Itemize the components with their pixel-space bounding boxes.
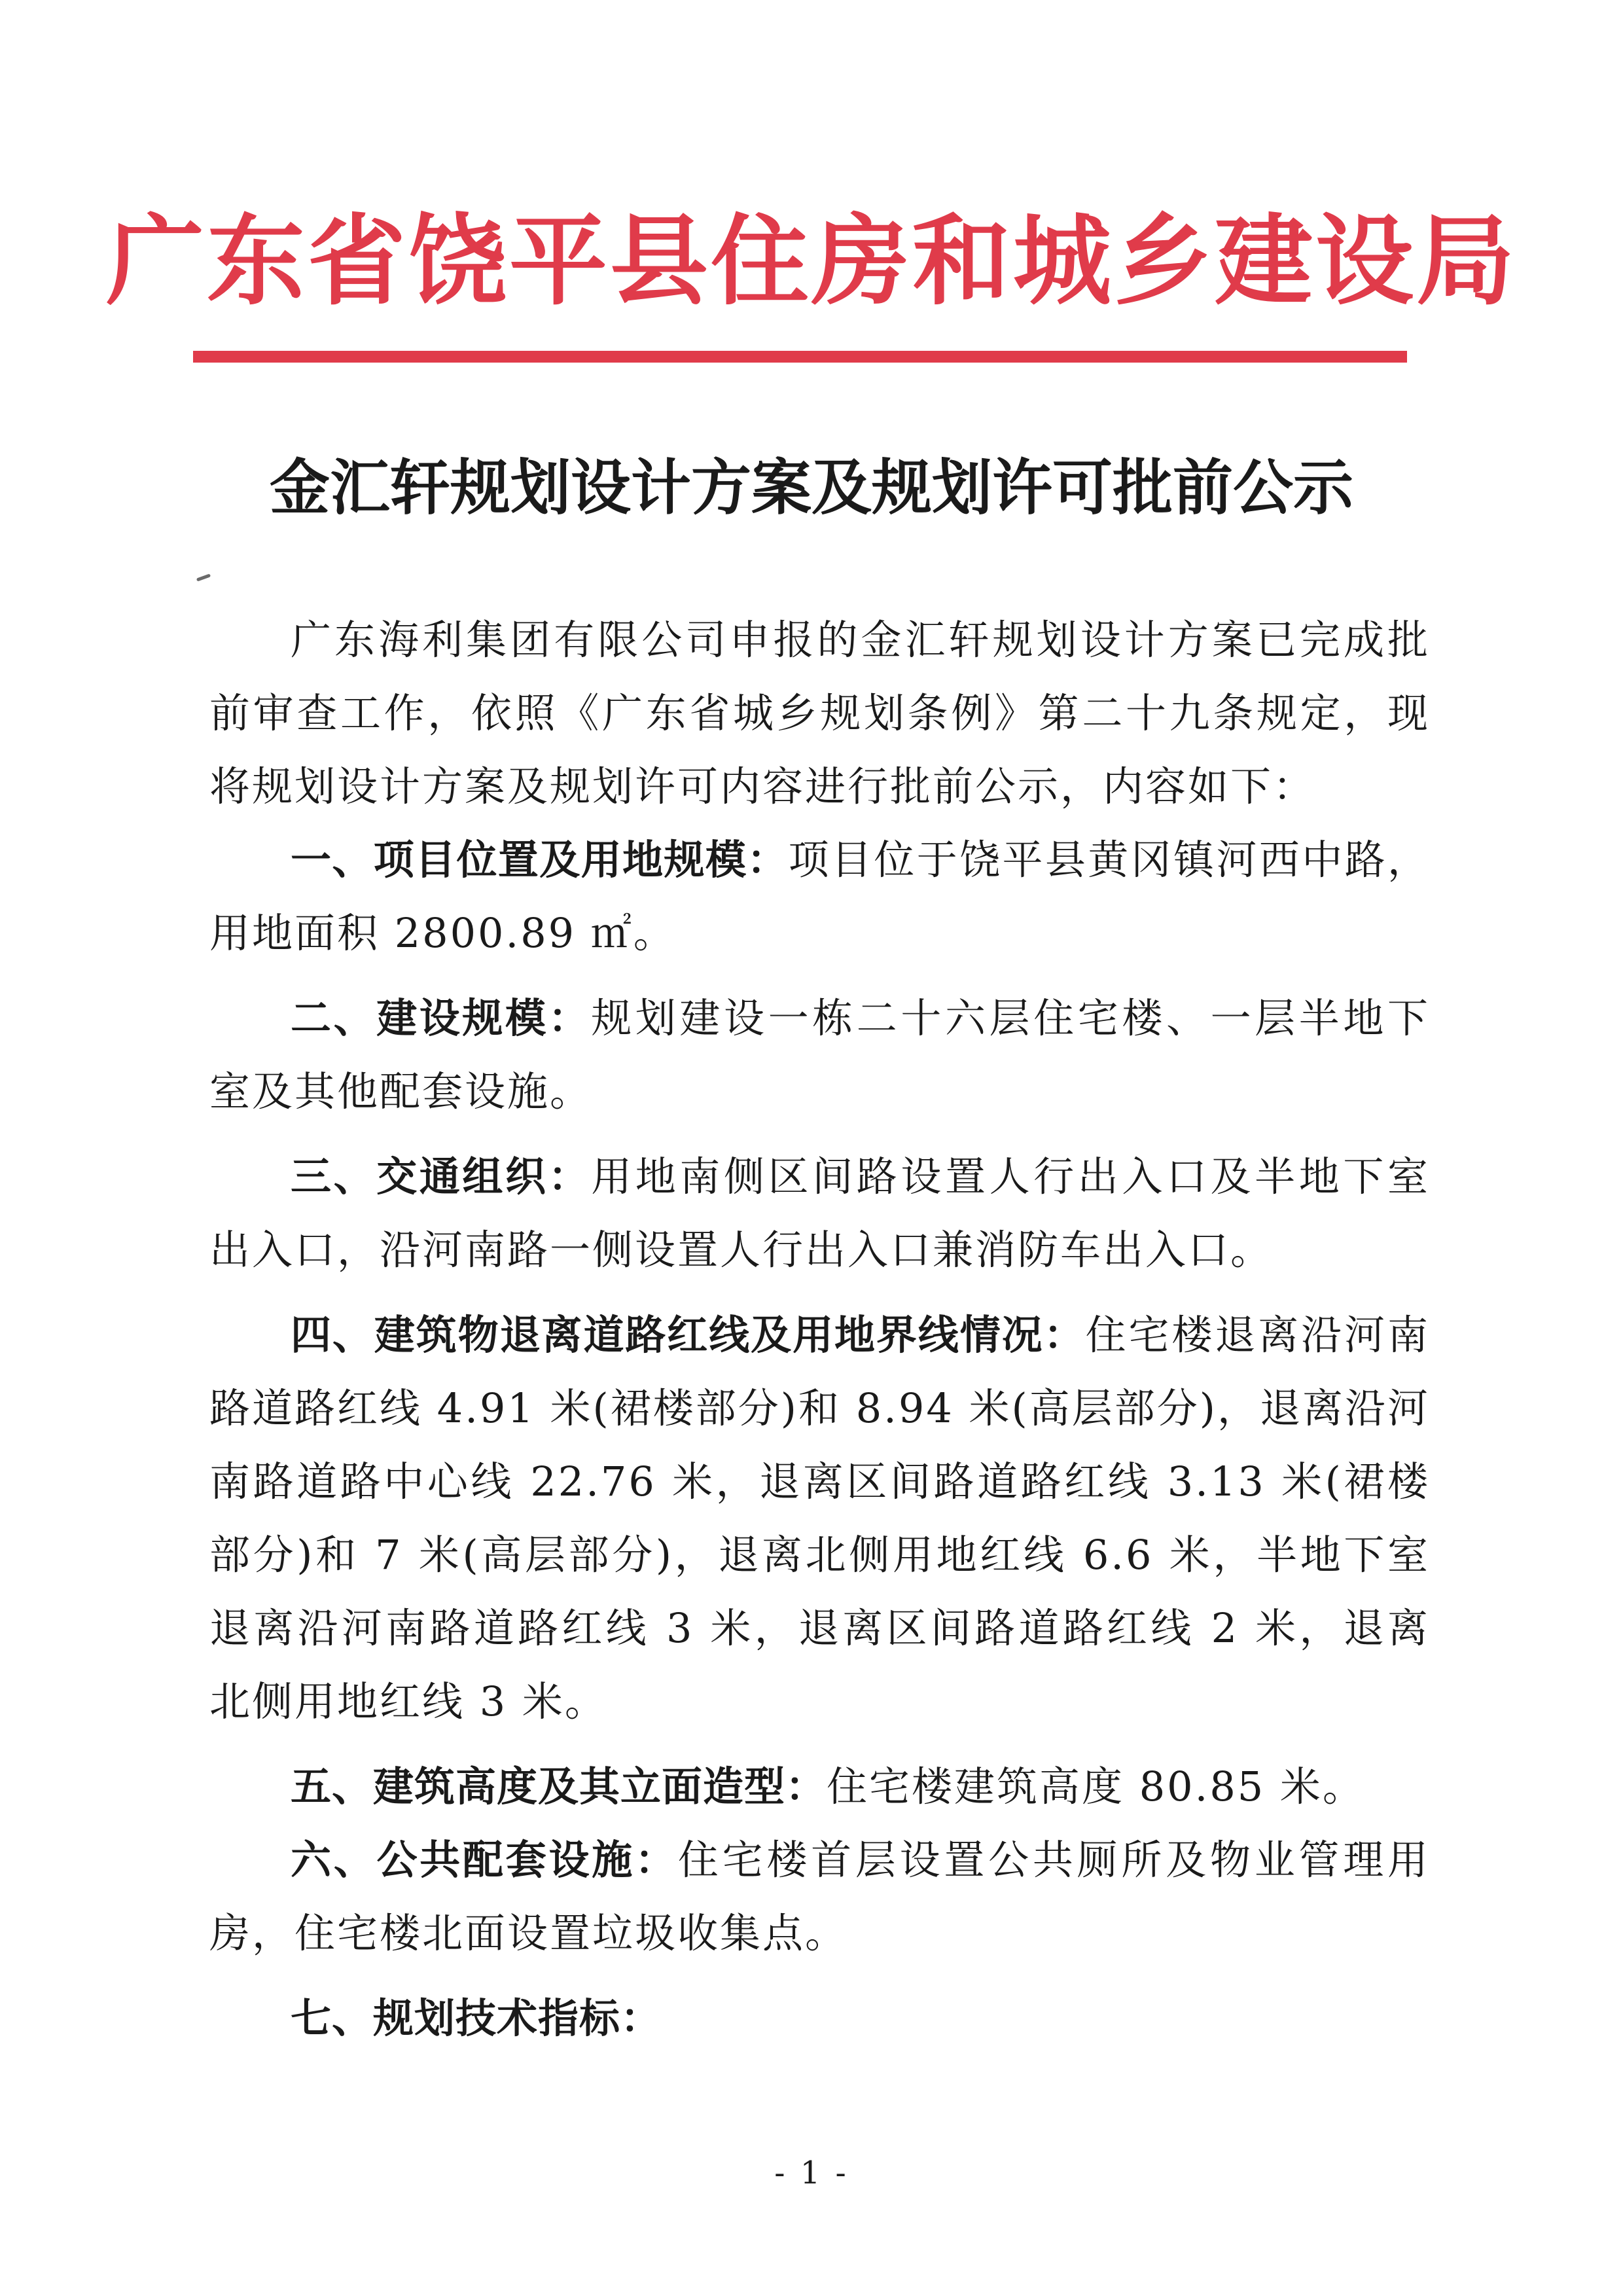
section-text-5: 住宅楼建筑高度 80.85 米。: [827, 1763, 1365, 1810]
intro-paragraph: 广东海利集团有限公司申报的金汇轩规划设计方案已完成批前审查工作，依照《广东省城乡规划条例》第二十九条规定，现将规划设计方案及规划许可内容进行批前公示，内容如下：: [209, 616, 1430, 810]
section-paragraph-5: [209, 1750, 1430, 1823]
document-title: 金汇轩规划设计方案及规划许可批前公示: [269, 452, 1353, 523]
section-paragraph-2: [209, 982, 1430, 1128]
section-paragraph-7: [209, 1982, 1430, 2055]
section-heading-4: 四、建筑物退离道路红线及用地界线情况：: [291, 1311, 1086, 1359]
section-paragraph-4: [209, 1299, 1430, 1738]
section-text-4: 住宅楼退离沿河南路道路红线 4.91 米(裙楼部分)和 8.94 米(高层部分)，退离沿河南路道路中心线 22.76 米，退离区间路道路红线 3.13 米(裙楼部分)和 7 米(高层部分)，退离北侧用地红线 6.6 米，半地下室退离沿河南路道路红线 3 米，退离区间路道路红线 2 米，退离北侧用地红线 3 米。: [209, 1311, 1430, 1725]
section-paragraph-3: [209, 1140, 1430, 1287]
section-paragraph-6: [209, 1823, 1430, 1970]
section-heading-5: 五、建筑高度及其立面造型：: [291, 1763, 827, 1810]
section-heading-6: 六、公共配套设施：: [291, 1836, 678, 1884]
letterhead-red-rule: [193, 351, 1407, 363]
section-text-1: 项目位于饶平县黄冈镇河西中路，用地面积 2800.89 ㎡。: [209, 836, 1430, 957]
letterhead-agency-name: 广东省饶平县住房和城乡建设局: [105, 205, 1517, 319]
section-paragraph-1: [209, 823, 1430, 970]
section-heading-1: 一、项目位置及用地规模：: [291, 836, 789, 884]
document-body: [209, 603, 1430, 2055]
section-text-2: 规划建设一栋二十六层住宅楼、一层半地下室及其他配套设施。: [209, 994, 1430, 1115]
section-heading-3: 三、交通组织：: [291, 1153, 592, 1200]
scan-speck: [196, 573, 211, 581]
section-heading-2: 二、建设规模：: [291, 994, 592, 1042]
section-heading-7: 七、规划技术指标：: [291, 1994, 662, 2042]
section-text-3: 用地南侧区间路设置人行出入口及半地下室出入口，沿河南路一侧设置人行出入口兼消防车出入口。: [209, 1153, 1430, 1274]
section-text-6: 住宅楼首层设置公共厕所及物业管理用房，住宅楼北面设置垃圾收集点。: [209, 1836, 1430, 1957]
page-number: - 1 -: [774, 2155, 849, 2191]
